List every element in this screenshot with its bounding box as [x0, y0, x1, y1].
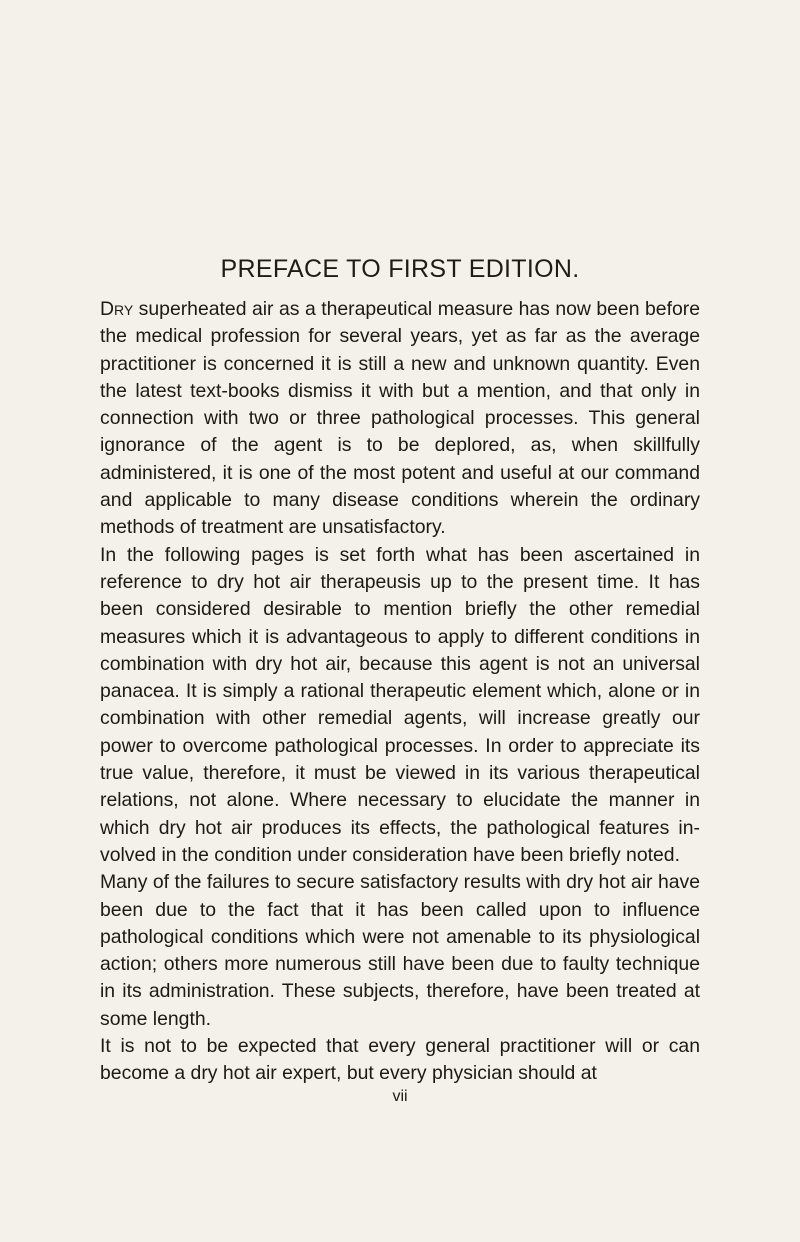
- paragraph-3-text: Many of the failures to secure satisfactory results with dry hot air have been due to the fact that it has been called upon to influence pathological conditions which were not amenable to its physiological action; others more numerous still have been due to faulty technique in its administration. These subjects, therefore, have been treated at some length.: [100, 871, 700, 1030]
- paragraph-4: [100, 1033, 700, 1088]
- drop-lead-word: Dry: [100, 298, 134, 320]
- paragraph-1-text: superheated air as a therapeutical measure has now been before the medical profession for several years, yet as far as the average practitioner is concerned it is still a new and unknown quantity. Even the latest text-books dismiss it with but a mention, and that only in connection with two or three pathological processes. This general ignorance of the agent is to be deplored, as, when skillfully administered, it is one of the most potent and useful at our command and applicable to many disease conditions wherein the ordinary methods of treatment are unsatisfactory.: [100, 298, 700, 539]
- page-number: vii: [392, 1088, 408, 1105]
- paragraph-3: [100, 869, 700, 1033]
- preface-heading: PREFACE TO FIRST EDITION.: [220, 255, 580, 283]
- paragraph-1: [100, 296, 700, 542]
- paragraph-2-text: In the following pages is set forth what has been ascertained in reference to dry hot air therapeusis up to the present time. It has been considered desirable to mention briefly the other remedial measures which it is advantageous to apply to different conditions in combination with dry hot air, because this agent is not an universal panacea. It is simply a rational therapeutic element which, alone or in combination with other remedial agents, will increase greatly our power to overcome pathological processes. In order to appreciate its true value, therefore, it must be viewed in its various therapeutical relations, not alone. Where necessary to elucidate the manner in which dry hot air produces its effects, the pathological features involved in the condition under consideration have been briefly noted.: [100, 543, 700, 866]
- preface-body: [100, 296, 700, 1088]
- paragraph-4-text: It is not to be expected that every general practitioner will or can become a dry hot air expert, but every physician should at: [100, 1035, 700, 1085]
- paragraph-2: [100, 542, 700, 870]
